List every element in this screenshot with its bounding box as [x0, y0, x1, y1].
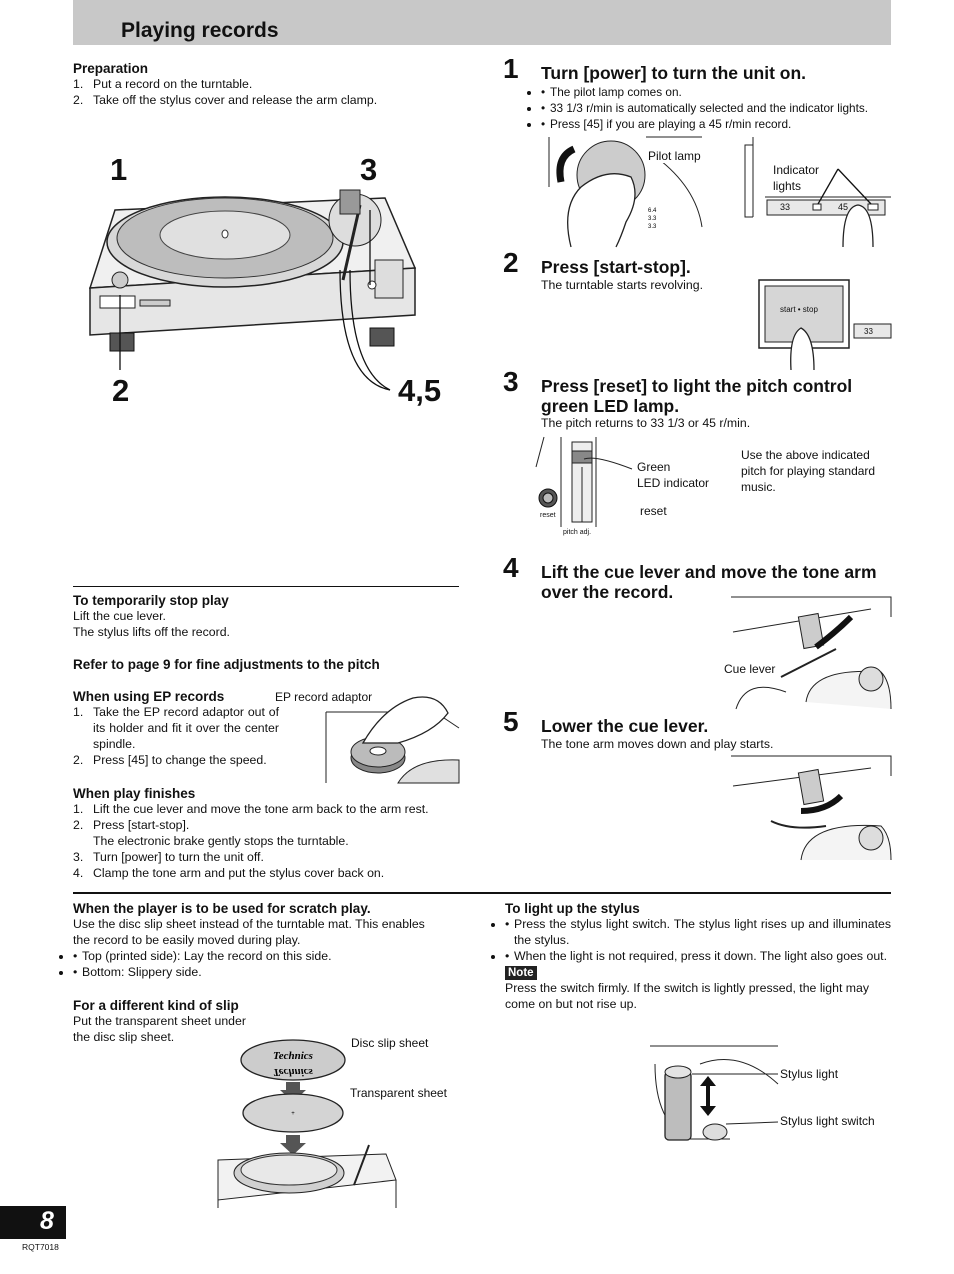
preparation-list [73, 76, 463, 108]
callout-1: 1 [110, 152, 128, 187]
scratch-line: the record to be easily moved during play. [73, 933, 301, 947]
indicator-label: Indicator lights [773, 163, 820, 193]
slip-line: the disc slip sheet. [73, 1030, 175, 1044]
pitch-adj-small-label: pitch adj. [563, 529, 592, 536]
svg-text:3.3: 3.3 [648, 224, 657, 230]
reset-label: reset [640, 504, 667, 518]
scratch-line: Use the disc slip sheet instead of the turntable mat. This enables [73, 917, 425, 931]
temp-stop-line: The stylus lifts off the record. [73, 625, 230, 639]
stylus-light-illustration [650, 1044, 780, 1144]
step-3-title: Press [reset] to light the pitch control green LED lamp. [541, 376, 853, 416]
stylus-light-switch-label: Stylus light switch [780, 1114, 875, 1128]
speed-33-label-2: 33 [864, 327, 873, 336]
preparation-heading: Preparation [73, 61, 149, 76]
list-item: 4. Clamp the tone arm and put the stylus cover back on. [73, 866, 385, 880]
list-item: • • 33 1/3 r/min is automatically selected and the indicator lights. [541, 100, 891, 116]
step-5-text: The tone arm moves down and play starts. [541, 737, 774, 751]
scratch-bullets [73, 948, 465, 980]
list-item: • • When the light is not required, press it down. The light also goes out. [505, 948, 891, 964]
list-item: • • Bottom: Slippery side. [73, 964, 465, 980]
pitch-note: Use the above indicated pitch for playing standard music. [741, 448, 876, 494]
preparation-section [73, 61, 463, 108]
list-item: 2. Press [45] to change the speed. [73, 753, 267, 767]
page-number-box [0, 1206, 66, 1239]
svg-text:6.4: 6.4 [648, 208, 657, 214]
note-badge: Note [505, 966, 537, 980]
slip-sheet-illustration [214, 1040, 399, 1208]
svg-text:+: + [291, 1111, 295, 1117]
list-item: • • Top (printed side): Lay the record on this side. [73, 948, 465, 964]
finish-heading: When play finishes [73, 786, 196, 801]
document-code: RQT7018 [22, 1242, 59, 1252]
stylus-light-label: Stylus light [780, 1067, 839, 1081]
step-5-title: Lower the cue lever. [541, 716, 709, 736]
start-stop-illustration [759, 280, 891, 370]
step-1-bullets [541, 84, 891, 132]
list-item: 3. Turn [power] to turn the unit off. [73, 850, 264, 864]
reset-small-label: reset [540, 512, 556, 519]
step-2-title: Press [start-stop]. [541, 257, 691, 277]
stylus-bullets [505, 916, 891, 964]
temp-stop-heading: To temporarily stop play [73, 593, 229, 608]
slip-section [73, 998, 273, 1045]
ep-adaptor-label: EP record adaptor [275, 690, 373, 704]
ep-heading: When using EP records [73, 689, 225, 704]
list-item: 1. Put a record on the turntable. [73, 77, 253, 91]
section-divider [73, 892, 891, 894]
step-4-title: Lift the cue lever and move the tone arm over the record. [541, 562, 877, 602]
slip-line: Put the transparent sheet under [73, 1014, 246, 1028]
page-title: Playing records [121, 19, 279, 42]
list-item: 1. Take the EP record adaptor out of its holder and fit it over the center spindle. [73, 705, 279, 751]
step-5-number: 5 [503, 706, 519, 737]
stylus-section [505, 901, 891, 1012]
finish-section [73, 786, 463, 881]
step-2-number: 2 [503, 247, 519, 278]
temp-stop-section [73, 593, 463, 640]
scratch-section [73, 901, 465, 980]
finish-list [73, 801, 463, 881]
technics-logo-mirrored: Technics [273, 1066, 313, 1078]
step-3-text: The pitch returns to 33 1/3 or 45 r/min. [541, 416, 751, 430]
note-text: Press the switch firmly. If the switch is lightly pressed, the light may come on but not rise up. [505, 981, 870, 1011]
step-1-title: Turn [power] to turn the unit on. [541, 63, 807, 83]
cue-lever-up-illustration [731, 597, 891, 709]
cue-lever-down-illustration [731, 756, 891, 860]
list-item: 1. Lift the cue lever and move the tone arm back to the arm rest. [73, 802, 429, 816]
pitch-control-illustration [536, 437, 636, 542]
ep-adaptor-illustration [323, 688, 459, 784]
list-item: 2. Press [start-stop]. [73, 818, 190, 832]
refer-note: Refer to page 9 for fine adjustments to the pitch [73, 657, 380, 672]
list-item: • • The pilot lamp comes on. [541, 84, 891, 100]
page-number: 8 [40, 1207, 54, 1235]
callout-4-5: 4,5 [398, 373, 442, 408]
slip-heading: For a different kind of slip [73, 998, 239, 1013]
note-badge-row [505, 965, 891, 980]
list-item: • • Press [45] if you are playing a 45 r/min record. [541, 116, 891, 132]
speed-33-label: 33 [780, 202, 791, 212]
turntable-illustration [85, 150, 465, 410]
pilot-lamp-label: Pilot lamp [648, 149, 701, 163]
list-item: The electronic brake gently stops the turntable. [93, 834, 349, 848]
stylus-heading: To light up the stylus [505, 901, 640, 916]
step-1-number: 1 [503, 53, 519, 84]
transparent-sheet-label: Transparent sheet [350, 1086, 447, 1100]
temp-stop-line: Lift the cue lever. [73, 609, 166, 623]
scratch-heading: When the player is to be used for scratch play. [73, 901, 371, 916]
step-2-text: The turntable starts revolving. [541, 278, 703, 292]
divider [73, 586, 459, 587]
disc-slip-sheet-label: Disc slip sheet [351, 1036, 429, 1050]
ep-list [73, 704, 279, 768]
callout-3: 3 [360, 152, 378, 187]
callout-2: 2 [112, 373, 130, 408]
step-3-number: 3 [503, 366, 519, 397]
step-4-number: 4 [503, 552, 519, 583]
ep-section [73, 689, 279, 768]
technics-logo: Technics [273, 1050, 313, 1062]
green-led-label: Green LED indicator [637, 460, 710, 490]
list-item: • • Press the stylus light switch. The stylus light rises up and illuminates the stylus. [505, 916, 891, 948]
list-item: 2. Take off the stylus cover and release the arm clamp. [73, 93, 378, 107]
cue-lever-label: Cue lever [724, 662, 776, 676]
svg-text:3.3: 3.3 [648, 216, 657, 222]
speed-45-label: 45 [838, 202, 849, 212]
start-stop-button-label: start • stop [780, 305, 818, 314]
